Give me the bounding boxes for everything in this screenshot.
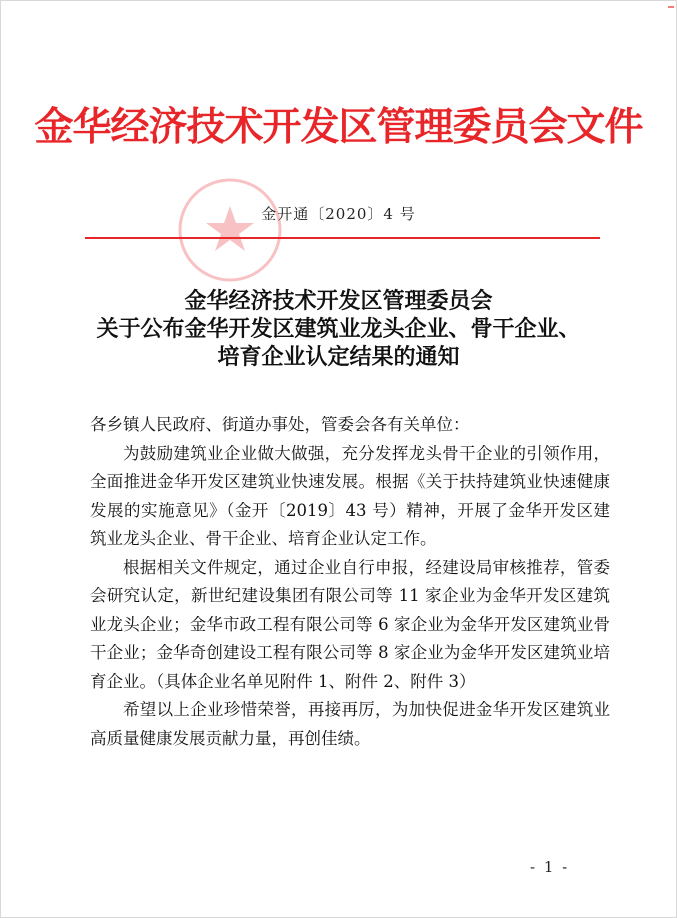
official-seal-icon [176, 176, 284, 284]
document-number: 金开通〔2020〕4 号 [261, 205, 416, 223]
paragraph-3: 希望以上企业珍惜荣誉，再接再厉，为加快促进金华开发区建筑业高质量健康发展贡献力量，再创佳绩。 [90, 700, 610, 748]
paragraph-1: 为鼓励建筑业企业做大做强，充分发挥龙头骨干企业的引领作用，全面推进金华开发区建筑业快速发展。根据《关于扶持建筑业快速健康发展的实施意见》（金开〔2019〕43 号）精神，开展了金华开发区建筑业龙头企业、骨干企业、培育企业认定工作。 [90, 443, 610, 548]
notice-title [0, 287, 677, 371]
red-divider-line [85, 237, 600, 239]
notice-title-line-1: 金华经济技术开发区管理委员会 [184, 288, 493, 314]
document-header-title: 金华经济技术开发区管理委员会文件 [34, 105, 643, 150]
notice-title-line-2: 关于公布金华开发区建筑业龙头企业、骨干企业、 [96, 316, 581, 342]
page-number: - 1 - [530, 858, 570, 876]
paragraph-2: 根据相关文件规定，通过企业自行申报，经建设局审核推荐，管委会研究认定，新世纪建设集团有限公司等 11 家企业为金华开发区建筑业龙头企业；金华市政工程有限公司等 6 家企业为金华开发区建筑业骨干企业；金华奇创建设工程有限公司等 8 家企业为金华开发区建筑业培育企业。（具体企业名单见附件 1、附件 2、附件 3） [90, 557, 610, 691]
corner-mark [668, 6, 674, 8]
salutation: 各乡镇人民政府、街道办事处，管委会各有关单位： [90, 415, 470, 434]
notice-title-line-3: 培育企业认定结果的通知 [217, 344, 460, 370]
document-body [90, 411, 610, 753]
